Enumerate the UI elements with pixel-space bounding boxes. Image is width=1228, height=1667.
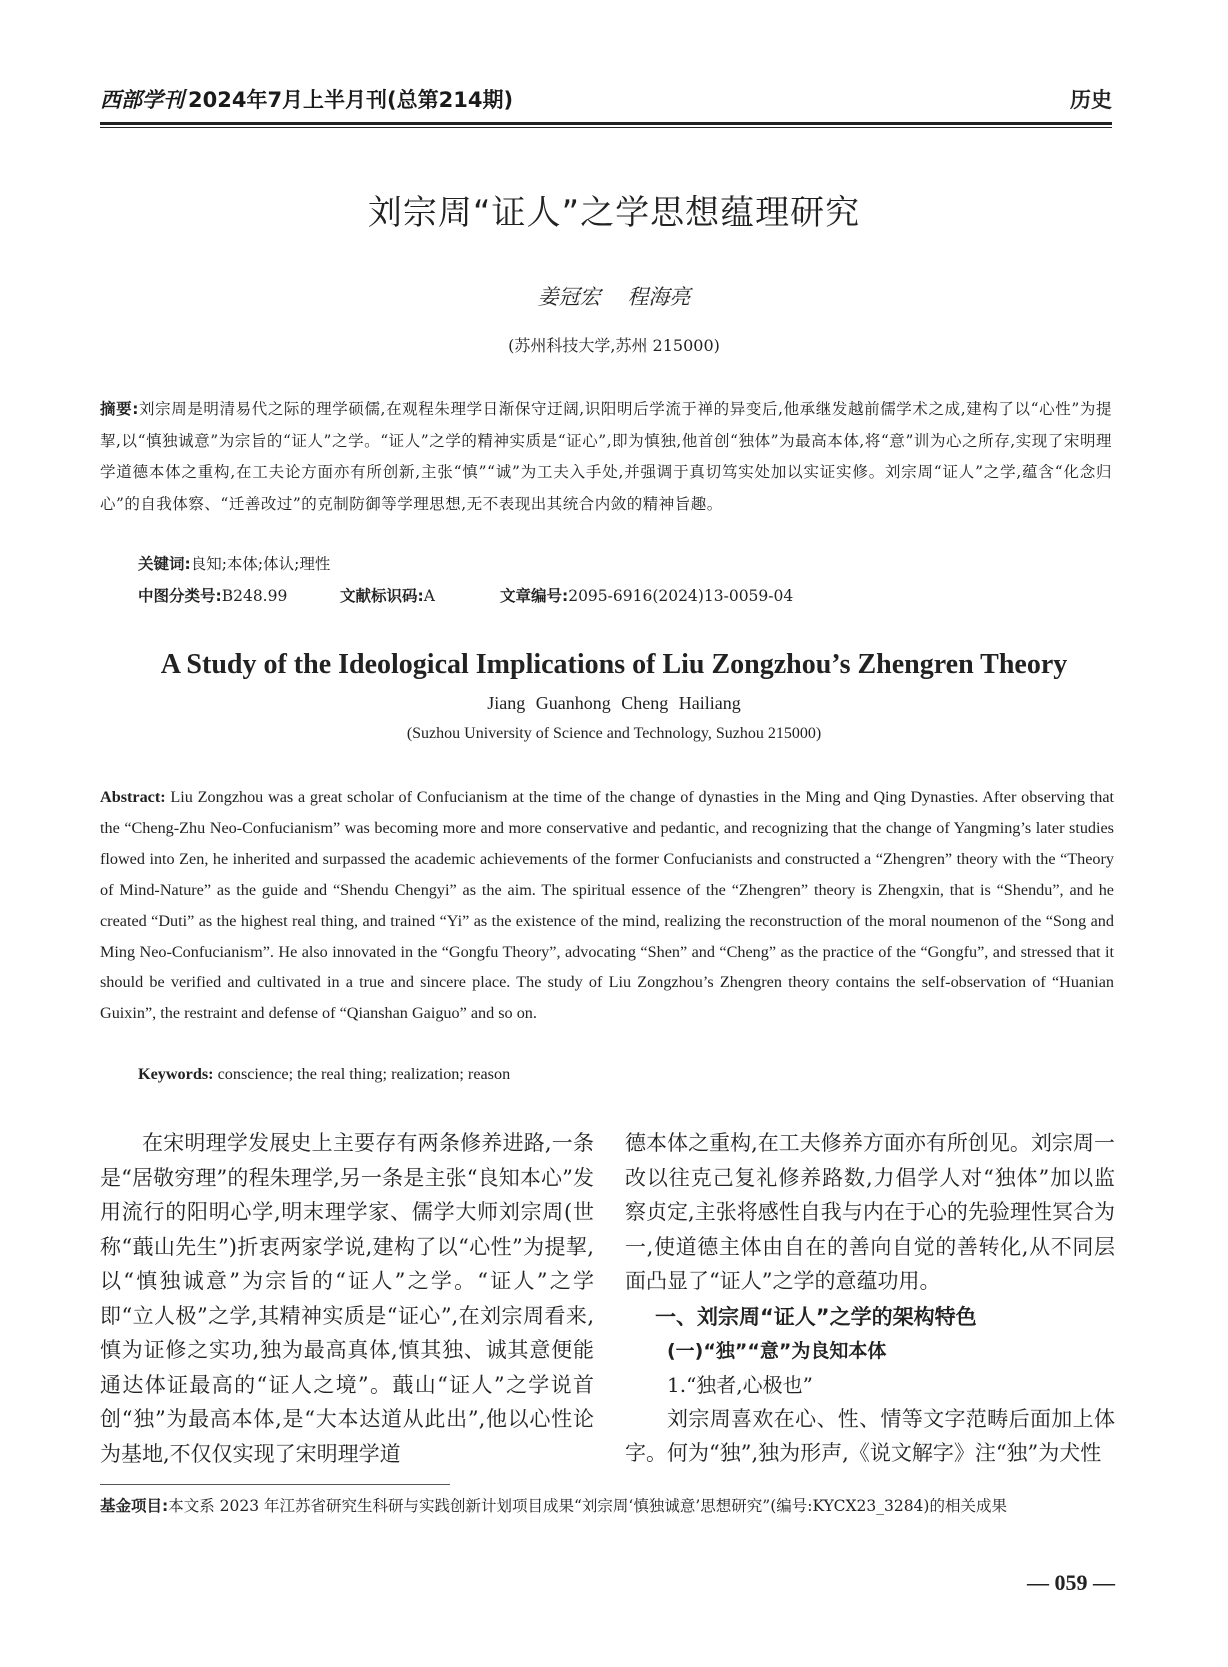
en-keywords-label: Keywords: (138, 1065, 214, 1083)
en-keywords (138, 1060, 510, 1088)
en-abstract-text: Liu Zongzhou was a great scholar of Confucianism at the time of the change of dynasties in the Ming and Qing Dynasties. After observing that the “Cheng-Zhu Neo-Confucianism” was becoming more and more conservative and pedantic, and recognizing that the change of Yangming’s later studies flowed into Zen, he inherited and surpassed the academic achievements of the former Confucianists and constructed a “Zhengren” theory with the “Theory of Mind-Nature” as the guide and “Shendu Chengyi” as the aim. The spiritual essence of the “Zhengren” theory is Zhengxin, that is “Shendu”, and he created “Duti” as the highest real thing, and trained “Yi” as the existence of the mind, realizing the reconstruction of the moral noumenon of the “Song and Ming Neo-Confucianism”. He also innovated in the “Gongfu Theory”, advocating “Shen” and “Cheng” as the practice of the “Gongfu”, and stressed that it should be verified and cultivated in a true and sincere place. The study of Liu Zongzhou’s Zhengren theory contains the self-observation of “Huanian Guixin”, the restraint and defense of “Qianshan Gaiguo” and so on. (100, 788, 1114, 1023)
cn-title: 刘宗周“证人”之学思想蕴理研究 (367, 193, 861, 233)
en-title: A Study of the Ideological Implications of Liu Zongzhou’s Zhengren Theory (160, 649, 1068, 680)
en-abstract-label: Abstract: (100, 788, 166, 806)
footnote-rule (100, 1484, 450, 1485)
body-left-column (100, 1126, 594, 1471)
document-code: 文献标识码:A (340, 587, 435, 605)
clc-code: 中图分类号:B248.99 (138, 587, 288, 605)
body-paragraph: 在宋明理学发展史上主要存有两条修养进路,一条是“居敬穷理”的程朱理学,另一条是主张“良知本心”发用流行的阳明心学,明末理学家、儒学大师刘宗周(世称“蕺山先生”)折衷两家学说,建构了以“心性”为提挈,以“慎独诚意”为宗旨的“证人”之学。“证人”之学即“立人极”之学,其精神实质是“证心”,在刘宗周看来,慎为证修之实功,独为最高真体,慎其独、诚其意便能通达体证最高的“证人之境”。蕺山“证人”之学说首创“独”为最高本体,是“大本达道从此出”,他以心性论为基地,不仅仅实现了宋明理学道 (100, 1131, 594, 1466)
journal-name (100, 86, 513, 114)
journal-logo: 西部学刊 (100, 87, 184, 112)
subsubsection-heading: 1.“独者,心极也” (667, 1372, 813, 1397)
cn-keywords-text: 良知;本体;体认;理性 (190, 555, 331, 573)
en-affiliation: (Suzhou University of Science and Technology, Suzhou 215000) (406, 725, 822, 742)
subsection-heading: (一)“独”“意”为良知本体 (667, 1339, 887, 1362)
footnote-label: 基金项目: (100, 1497, 169, 1515)
page-number: — 059 — (1027, 1570, 1115, 1595)
section-heading: 一、刘宗周“证人”之学的架构特色 (655, 1304, 977, 1329)
cn-abstract-text: 刘宗周是明清易代之际的理学硕儒,在观程朱理学日渐保守迂阔,识阳明后学流于禅的异变后,他承继发越前儒学术之成,建构了以“心性”为提挈,以“慎独诚意”为宗旨的“证人”之学。“证人”之学的精神实质是“证心”,即为慎独,他首创“独体”为最高本体,将“意”训为心之所存,实现了宋明理学道德本体之重构,在工夫论方面亦有所创新,主张“慎”“诚”为工夫入手处,并强调于真切笃实处加以实证实修。刘宗周“证人”之学,蕴含“化念归心”的自我体察、“迁善改过”的克制防御等学理思想,无不表现出其统合内敛的精神旨趣。 (100, 400, 1112, 513)
body-paragraph: 德本体之重构,在工夫修养方面亦有所创见。刘宗周一改以往克己复礼修养路数,力倡学人对“独体”加以监察贞定,主张将感性自我与内在于心的先验理性冥合为一,使道德主体由自在的善向自觉的善转化,从不同层面凸显了“证人”之学的意蕴功用。 (625, 1131, 1115, 1293)
page-header (100, 86, 1112, 120)
cn-keywords-label: 关键词: (138, 555, 191, 573)
section-label: 历史 (1070, 88, 1112, 112)
journal-issue: 2024年7月上半月刊(总第214期) (188, 88, 514, 112)
footnote-text: 本文系 2023 年江苏省研究生科研与实践创新计划项目成果“刘宗周‘慎独诚意’思想研究”(编号:KYCX23_3284)的相关成果 (168, 1497, 1007, 1515)
en-authors: Jiang Guanhong Cheng Hailiang (487, 693, 741, 713)
classification-line (138, 582, 1038, 610)
cn-keywords (138, 550, 330, 578)
cn-authors: 姜冠宏 程海亮 (537, 285, 691, 309)
body-paragraph: 刘宗周喜欢在心、性、情等文字范畴后面加上体字。何为“独”,独为形声,《说文解字》注“独”为犬性 (625, 1406, 1115, 1465)
cn-abstract (100, 394, 1112, 520)
en-keywords-text: conscience; the real thing; realization; reason (217, 1065, 511, 1083)
footnote (100, 1492, 1114, 1521)
header-rule (100, 122, 1112, 128)
en-abstract (100, 782, 1114, 1029)
cn-affiliation: (苏州科技大学,苏州 215000) (508, 336, 720, 355)
cn-abstract-label: 摘要: (100, 400, 139, 418)
article-number: 文章编号:2095-6916(2024)13-0059-04 (500, 587, 794, 605)
body-right-column (625, 1126, 1115, 1471)
